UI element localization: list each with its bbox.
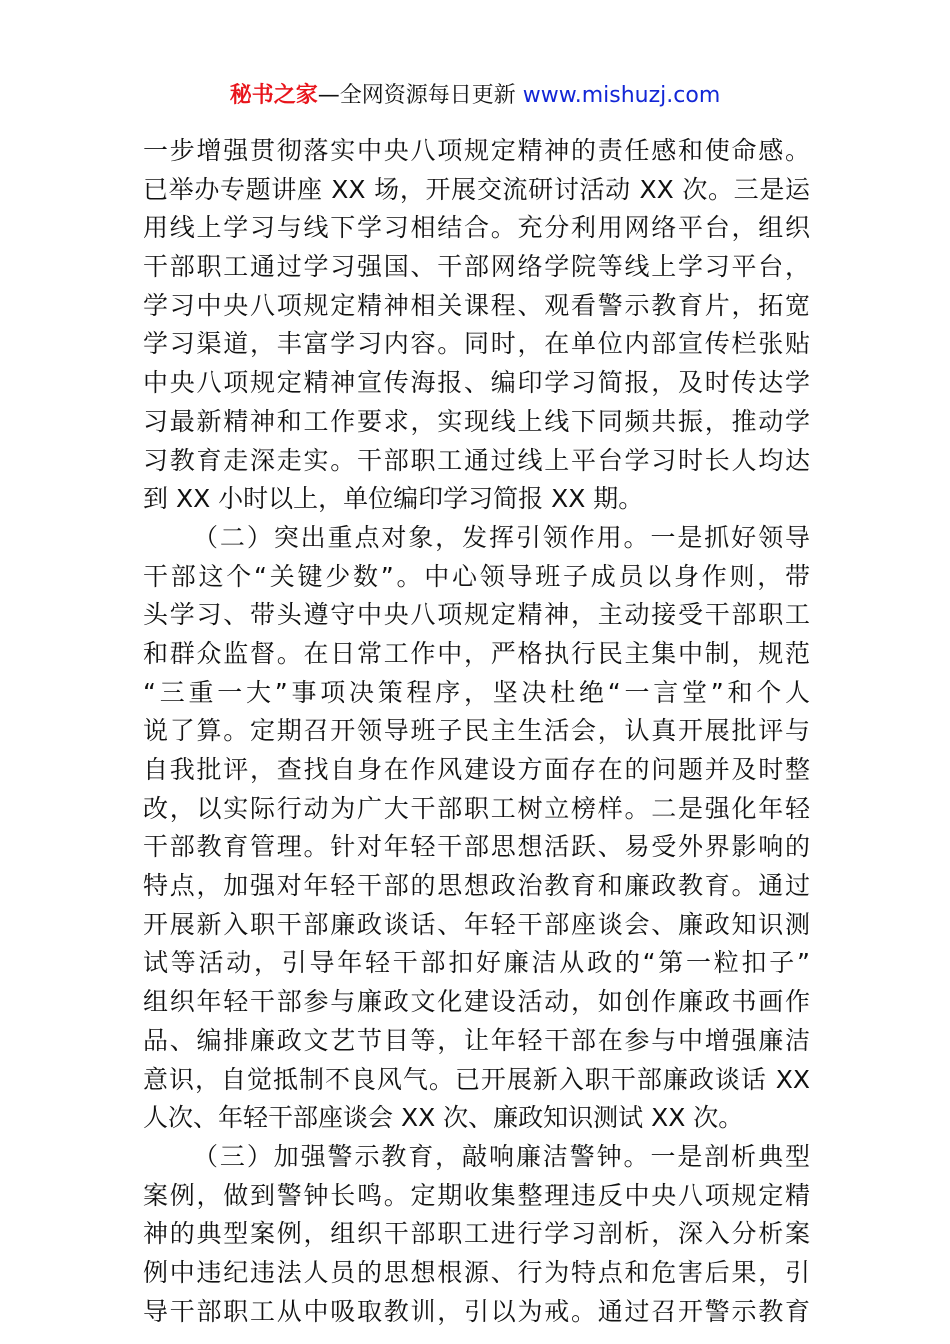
text-line: 一步增强贯彻落实中央八项规定精神的责任感和使命感。 — [143, 136, 810, 165]
text-line: 特点，加强对年轻干部的思想政治教育和廉政教育。通过 — [143, 871, 810, 901]
text-line: 人次、年轻干部座谈会 XX 次、廉政知识测试 XX 次。 — [143, 1103, 744, 1133]
text-line: 已举办专题讲座 XX 场，开展交流研讨活动 XX 次。三是运 — [143, 174, 810, 204]
text-line: 试等活动，引导年轻干部扣好廉洁从政的“第一粒扣子” — [143, 948, 810, 978]
text-line: 习教育走深走实。干部职工通过线上平台学习时长人均达 — [143, 445, 810, 475]
text-line: 干部这个“关键少数”。中心领导班子成员以身作则，带 — [143, 561, 810, 591]
text-line: 例中违纪违法人员的思想根源、行为特点和危害后果，引 — [143, 1257, 810, 1287]
text-line: 自我批评，查找自身在作风建设方面存在的问题并及时整 — [143, 755, 810, 784]
text-line: 和群众监督。在日常工作中，严格执行民主集中制，规范 — [143, 638, 810, 668]
text-line: （三）加强警示教育，敲响廉洁警钟。一是剖析典型 — [193, 1141, 810, 1171]
header-tagline: —全网资源每日更新 — [317, 83, 523, 108]
text-line: （二）突出重点对象，发挥引领作用。一是抓好领导 — [193, 522, 810, 552]
page-header — [0, 80, 950, 112]
brand-name: 秘书之家 — [229, 83, 318, 108]
text-line: 中央八项规定精神宣传海报、编印学习简报，及时传达学 — [143, 368, 810, 398]
body-text — [143, 132, 810, 1331]
text-line: 导干部职工从中吸取教训，引以为戒。通过召开警示教育 — [143, 1296, 810, 1326]
text-line: 到 XX 小时以上，单位编印学习简报 XX 期。 — [143, 484, 644, 514]
text-line: 组织年轻干部参与廉政文化建设活动，如创作廉政书画作 — [143, 987, 810, 1017]
text-line: 改，以实际行动为广大干部职工树立榜样。二是强化年轻 — [143, 793, 810, 823]
text-line: 用线上学习与线下学习相结合。充分利用网络平台，组织 — [143, 213, 810, 243]
text-line: 案例，做到警钟长鸣。定期收集整理违反中央八项规定精 — [143, 1180, 810, 1210]
text-line: 说了算。定期召开领导班子民主生活会，认真开展批评与 — [143, 716, 810, 746]
text-line: 干部职工通过学习强国、干部网络学院等线上学习平台， — [143, 252, 810, 282]
text-line: 意识，自觉抵制不良风气。已开展新入职干部廉政谈话 XX — [143, 1064, 810, 1094]
text-line: 头学习、带头遵守中央八项规定精神，主动接受干部职工 — [143, 600, 810, 630]
text-line: 干部教育管理。针对年轻干部思想活跃、易受外界影响的 — [143, 832, 810, 862]
text-line: “三重一大”事项决策程序，坚决杜绝“一言堂”和个人 — [143, 677, 810, 707]
text-line: 品、编排廉政文艺节目等，让年轻干部在参与中增强廉洁 — [143, 1025, 810, 1055]
text-line: 学习渠道，丰富学习内容。同时，在单位内部宣传栏张贴 — [143, 329, 810, 359]
site-url-link[interactable]: www.mishuzj.com — [522, 83, 721, 108]
text-line: 神的典型案例，组织干部职工进行学习剖析，深入分析案 — [143, 1219, 810, 1249]
text-line: 学习中央八项规定精神相关课程、观看警示教育片，拓宽 — [143, 290, 810, 320]
text-line: 开展新入职干部廉政谈话、年轻干部座谈会、廉政知识测 — [143, 909, 810, 939]
text-line: 习最新精神和工作要求，实现线上线下同频共振，推动学 — [143, 406, 810, 436]
